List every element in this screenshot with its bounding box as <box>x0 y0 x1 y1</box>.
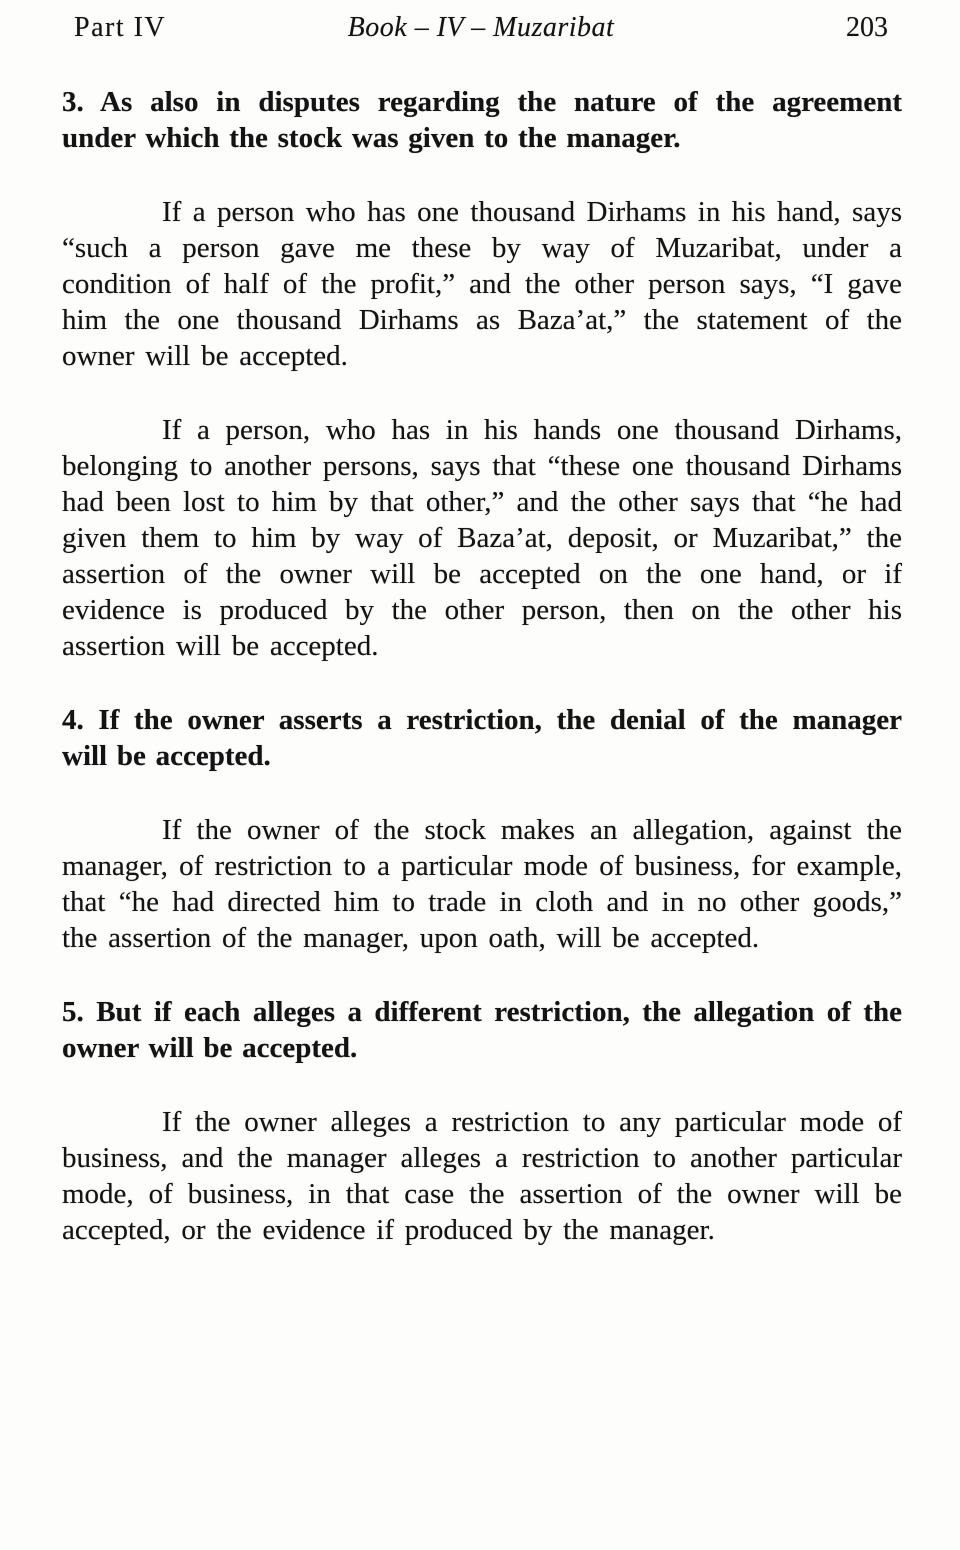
header-page-number: 203 <box>846 12 888 43</box>
section-4-heading: 4. If the owner asserts a restriction, the denial of the manager will be accepted. <box>62 704 902 772</box>
section-4 <box>62 702 902 956</box>
body-paragraph: If a person, who has in his hands one thousand Dirhams, belonging to another persons, says that “these one thousand Dirhams had been lost to him by that other,” and the other says that “he had given them to him by way of Baza’at, deposit, or Muzaribat,” the assertion of the owner will be accepted on the one hand, or if evidence is produced by the other person, then on the other his assertion will be accepted. <box>62 414 902 662</box>
header-book-title: Book – IV – Muzaribat <box>347 12 615 43</box>
body-paragraph: If the owner alleges a restriction to any particular mode of business, and the manager alleges a restriction to another particular mode, of business, in that case the assertion of the owner will be accepted, or the evidence if produced by the manager. <box>62 1106 902 1246</box>
body-paragraph: If the owner of the stock makes an allegation, against the manager, of restriction to a particular mode of business, for example, that “he had directed him to trade in cloth and in no other goods,” the assertion of the manager, upon oath, will be accepted. <box>62 814 902 954</box>
section-5-heading: 5. But if each alleges a different restriction, the allegation of the owner will be accepted. <box>62 996 902 1064</box>
section-3-heading: 3. As also in disputes regarding the nature of the agreement under which the stock was given to the manager. <box>62 86 902 154</box>
section-5 <box>62 994 902 1248</box>
body-paragraph: If a person who has one thousand Dirhams in his hand, says “such a person gave me these by way of Muzaribat, under a condition of half of the profit,” and the other person says, “I gave him the one thousand Dirhams as Baza’at,” the statement of the owner will be accepted. <box>62 196 902 372</box>
page-header <box>62 10 902 46</box>
section-3 <box>62 84 902 664</box>
header-part-label: Part IV <box>74 12 167 43</box>
